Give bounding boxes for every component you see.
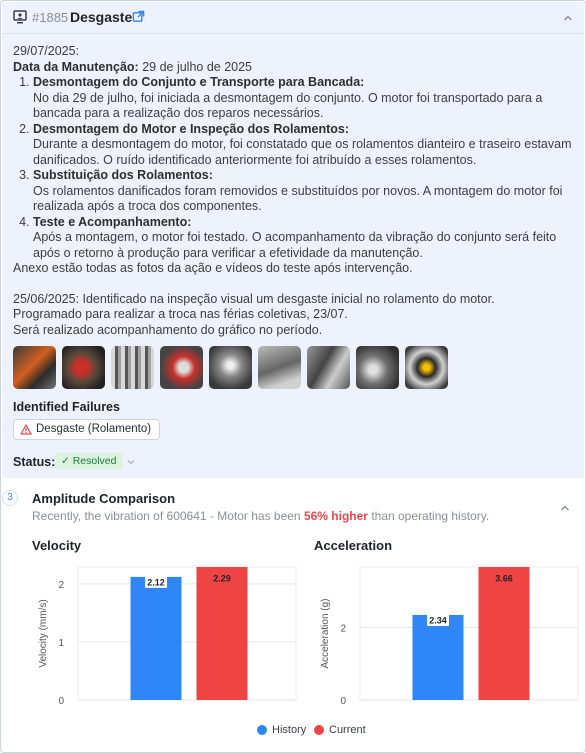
amplitude-title: Amplitude Comparison bbox=[32, 491, 176, 506]
maintenance-date bbox=[13, 60, 578, 76]
photo-thumbnail[interactable] bbox=[258, 346, 301, 389]
monitor-person-icon bbox=[12, 9, 28, 25]
photo-thumbnail[interactable] bbox=[13, 346, 56, 389]
data-label: 3.66 bbox=[495, 573, 513, 584]
step-desc: No dia 29 de julho, foi iniciada a desmontagem do conjunto. O motor foi transportado para a bancada para a realização dos reparos necessários. bbox=[33, 90, 543, 120]
chevron-up-icon[interactable] bbox=[559, 502, 571, 514]
step-item bbox=[33, 75, 578, 122]
section-step-number: 3 bbox=[2, 490, 18, 506]
annex-note: Anexo estão todas as fotos da ação e vídeos do teste após intervenção. bbox=[13, 261, 413, 275]
failures-title: Identified Failures bbox=[13, 400, 120, 414]
y-tick-label: 0 bbox=[58, 696, 64, 707]
photo-thumbnail[interactable] bbox=[356, 346, 399, 389]
data-label: 2.34 bbox=[429, 615, 447, 626]
y-tick-label: 1 bbox=[58, 637, 64, 649]
amplitude-summary bbox=[32, 509, 489, 523]
photo-thumbnail[interactable] bbox=[62, 346, 105, 389]
data-label: 2.12 bbox=[147, 577, 165, 588]
event-title: Desgaste bbox=[70, 9, 133, 25]
steps-list bbox=[13, 75, 578, 261]
failure-chip[interactable] bbox=[13, 419, 160, 440]
step-title: Desmontagem do Motor e Inspeção dos Rolamentos: bbox=[33, 121, 350, 136]
summary-highlight: 56% higher bbox=[303, 509, 368, 523]
plot-frame bbox=[360, 567, 578, 700]
photo-thumbnail[interactable] bbox=[160, 346, 203, 389]
y-axis-label: Acceleration (g) bbox=[320, 598, 331, 669]
step-title: Teste e Acompanhamento: bbox=[33, 214, 192, 229]
legend-history[interactable] bbox=[257, 723, 306, 737]
note-line: Programado para realizar a troca nas férias coletivas, 23/07. bbox=[13, 307, 348, 321]
step-desc: Após a montagem, o motor foi testado. O acompanhamento da vibração do conjunto será feito após o retorno à produção para verificar a efetividade da manutenção. bbox=[33, 230, 557, 260]
step-desc: Durante a desmontagem do motor, foi constatado que os rolamentos dianteiro e traseiro estavam danificados. O ruído identificado anteriormente foi atribuído a esses rolamentos. bbox=[33, 137, 572, 167]
step-title: Substituição dos Rolamentos: bbox=[33, 168, 213, 182]
maintenance-date-value: 29 de julho de 2025 bbox=[138, 59, 253, 74]
summary-text: Recently, the vibration of 600641 - Motor has been bbox=[32, 509, 304, 523]
photo-thumbnail[interactable] bbox=[405, 346, 448, 389]
bar-history bbox=[413, 615, 464, 700]
photo-thumbnail[interactable] bbox=[307, 346, 350, 389]
event-card bbox=[2, 2, 584, 478]
maintenance-date-label: Data da Manutenção: bbox=[13, 59, 139, 74]
external-link-icon[interactable] bbox=[132, 10, 145, 23]
chevron-up-icon[interactable] bbox=[562, 12, 574, 24]
plot-frame bbox=[78, 567, 296, 700]
legend-dot bbox=[257, 725, 267, 735]
event-card-header[interactable] bbox=[2, 2, 584, 34]
bar-current bbox=[197, 567, 248, 700]
event-id: #1885 bbox=[32, 10, 69, 25]
step-item bbox=[33, 122, 578, 169]
acceleration-chart-title: Acceleration bbox=[314, 538, 393, 553]
step-item bbox=[33, 168, 578, 215]
velocity-chart-title: Velocity bbox=[32, 538, 82, 553]
y-axis-label: Velocity (mm/s) bbox=[38, 599, 49, 668]
bar-current bbox=[479, 567, 530, 700]
y-tick-label: 2 bbox=[340, 623, 346, 635]
step-item bbox=[33, 215, 578, 262]
legend-dot bbox=[314, 725, 324, 735]
status-badge[interactable]: ✓ Resolved bbox=[55, 453, 123, 470]
photo-thumbnail[interactable] bbox=[111, 346, 154, 389]
y-tick-label: 0 bbox=[340, 696, 346, 707]
bar-history bbox=[131, 577, 182, 700]
photo-thumbnail[interactable] bbox=[209, 346, 252, 389]
legend-label: Current bbox=[329, 724, 366, 736]
note-line: Será realizado acompanhamento do gráfico no período. bbox=[13, 322, 323, 337]
status-label: Status: bbox=[13, 455, 56, 469]
legend-label: History bbox=[272, 724, 307, 736]
summary-text: than operating history. bbox=[367, 509, 490, 523]
note-line: 25/06/2025: Identificado na inspeção visual um desgaste inicial no rolamento do motor. bbox=[13, 291, 495, 306]
data-label: 2.29 bbox=[213, 573, 231, 584]
y-tick-label: 2 bbox=[58, 579, 64, 591]
step-desc: Os rolamentos danificados foram removidos e substituídos por novos. A montagem do motor foi realizada após a troca dos componentes. bbox=[33, 183, 563, 213]
legend-current[interactable] bbox=[314, 723, 366, 737]
chevron-down-icon[interactable] bbox=[126, 457, 136, 467]
failure-label: Desgaste (Rolamento) bbox=[36, 423, 152, 435]
chart-legend bbox=[1, 723, 586, 739]
velocity-chart bbox=[32, 557, 302, 707]
acceleration-chart bbox=[314, 557, 584, 707]
warning-triangle-icon bbox=[20, 424, 32, 435]
step-title: Desmontagem do Conjunto e Transporte para Bancada: bbox=[33, 75, 365, 89]
entry-date: 29/07/2025: bbox=[13, 44, 80, 58]
event-description bbox=[13, 44, 578, 338]
